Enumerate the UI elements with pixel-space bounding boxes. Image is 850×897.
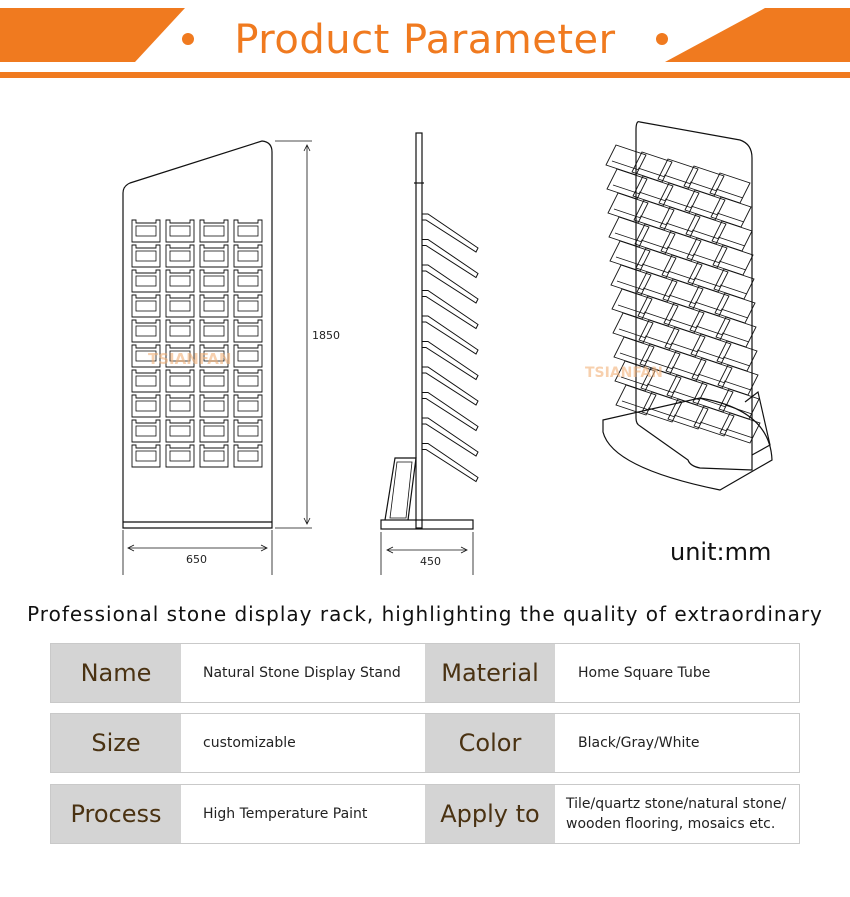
spec-value: Natural Stone Display Stand [203,665,401,681]
page-title [0,14,850,66]
height-label: 1850 [312,329,340,342]
headline-text: Professional stone display rack, highlighting the quality of extraordinary [27,602,823,626]
spec-value: Black/Gray/White [578,735,700,751]
front-view-drawing [123,141,272,528]
front-width-label: 650 [186,553,207,566]
spec-label: Color [425,714,555,772]
spec-label: Name [51,644,181,702]
watermark-text: TSIANFAN [148,350,232,368]
side-depth-label: 450 [420,555,441,568]
spec-label: Process [51,785,181,843]
spec-value: Tile/quartz stone/natural stone/ wooden flooring, mosaics etc. [566,796,787,832]
spec-row [50,713,800,773]
spec-value: High Temperature Paint [203,806,368,822]
technical-drawings [0,80,850,590]
side-view-drawing [381,133,478,529]
spec-row [50,784,800,844]
spec-row [50,643,800,703]
unit-label: unit:mm [670,538,772,566]
watermark-text-2: TSIANFAN [585,365,663,381]
spec-label: Material [425,644,555,702]
perspective-view-drawing [603,122,772,490]
bullet-left-icon [182,33,194,45]
spec-value: customizable [203,735,296,751]
title-text: Product Parameter [234,17,616,63]
bullet-right-icon [656,33,668,45]
spec-label: Apply to [425,785,555,843]
spec-label: Size [51,714,181,772]
spec-value: Home Square Tube [578,665,711,681]
